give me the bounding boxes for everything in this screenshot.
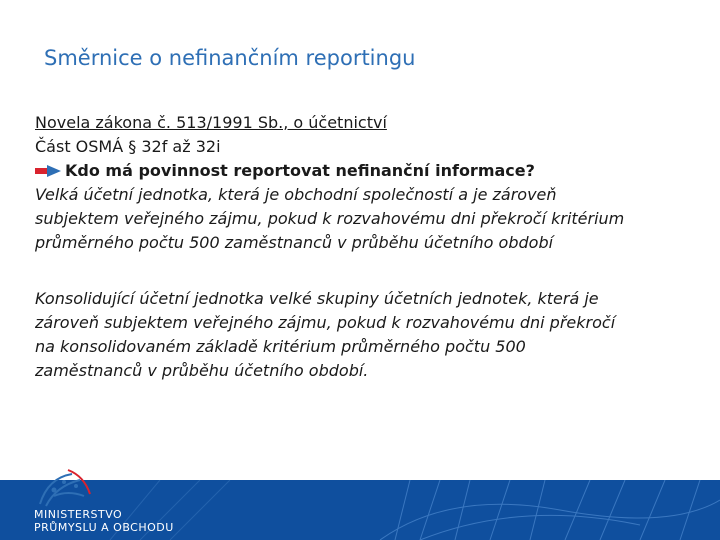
paragraph-line: zaměstnanců v průběhu účetního období.	[35, 361, 369, 380]
arrow-right-icon	[35, 165, 61, 177]
section-reference: Část OSMÁ § 32f až 32i	[35, 137, 221, 156]
paragraph-line: na konsolidovaném základě kritérium průměrného počtu 500	[35, 337, 526, 356]
paragraph-line: Velká účetní jednotka, která je obchodní společností a je zároveň	[35, 185, 557, 204]
paragraph-consolidating-entity	[35, 287, 695, 383]
bullet-text: Kdo má povinnost reportovat nefinanční informace?	[65, 161, 535, 180]
ministry-name-line1: MINISTERSTVO	[34, 508, 123, 521]
ministry-name-line2: PRŮMYSLU A OBCHODU	[34, 521, 174, 534]
paragraph-line: průměrného počtu 500 zaměstnanců v průběhu účetního období	[35, 233, 554, 252]
ministry-globe-logo	[34, 466, 104, 508]
page-title: Směrnice o nefinančním reportingu	[44, 46, 416, 70]
paragraph-line: subjektem veřejného zájmu, pokud k rozvahovému dni překročí kritérium	[35, 209, 625, 228]
slide-content	[35, 111, 695, 383]
bullet-question	[35, 159, 695, 183]
law-heading: Novela zákona č. 513/1991 Sb., o účetnictví	[35, 113, 387, 132]
spacer	[35, 255, 695, 287]
paragraph-line: zároveň subjektem veřejného zájmu, pokud k rozvahovému dni překročí	[35, 313, 616, 332]
paragraph-large-entity	[35, 183, 695, 255]
paragraph-line: Konsolidující účetní jednotka velké skupiny účetních jednotek, která je	[35, 289, 599, 308]
